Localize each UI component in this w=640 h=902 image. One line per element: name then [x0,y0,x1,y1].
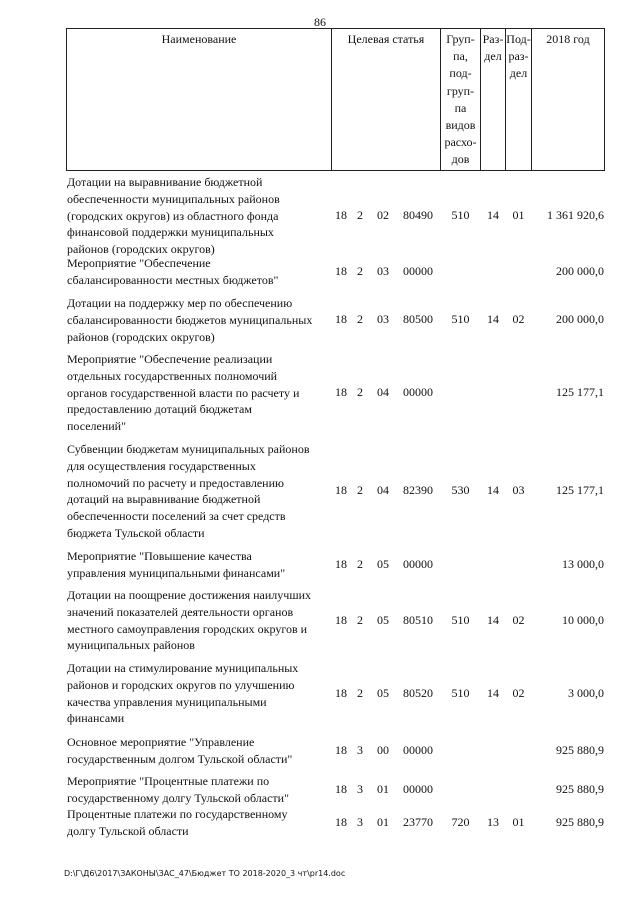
row-subsection: 03 [512,483,525,497]
row-program: 18 [335,483,347,497]
row-amount: 10 000,0 [562,613,604,627]
row-group: 510 [451,686,470,700]
row-main-event: 04 [377,483,389,497]
row-section: 14 [487,483,499,497]
row-name: Мероприятие "Повышение качества управления муниципальными финансами" [67,549,286,580]
row-group: 530 [451,483,470,497]
row-name: Мероприятие "Обеспечение реализации отдельных государственных полномочий органов государственной власти по расчету и предоставлению дотаций бюджетам поселений" [67,352,300,434]
row-main-event: 03 [377,264,389,278]
table-top-border [66,28,605,29]
row-direction: 00000 [403,557,433,571]
row-section: 14 [487,208,499,222]
table-header-bottom-border [66,170,605,171]
row-amount: 200 000,0 [556,264,604,278]
row-name: Дотации на поощрение достижения наилучших значений показателей деятельности органов местного самоуправления городских округов и муниципальных районов [67,588,311,653]
row-subprogram: 3 [357,815,363,829]
row-amount: 925 880,9 [556,782,604,796]
header-section: Раз- дел [482,32,504,64]
row-program: 18 [335,815,347,829]
row-program: 18 [335,312,347,326]
row-direction: 00000 [403,782,433,796]
row-direction: 80510 [403,613,433,627]
row-subsection: 01 [512,815,525,829]
row-amount: 200 000,0 [556,312,604,326]
row-name: Мероприятие "Процентные платежи по государственному долгу Тульской области" [67,774,289,805]
row-subprogram: 3 [357,743,363,757]
row-direction: 00000 [403,743,433,757]
row-amount: 3 000,0 [568,686,604,700]
row-group: 720 [451,815,470,829]
table-left-border [66,28,67,170]
row-subprogram: 2 [357,264,363,278]
row-program: 18 [335,264,347,278]
row-main-event: 03 [377,312,389,326]
col-divider-subsection [531,28,532,170]
header-subsection: Под- раз- дел [506,32,531,81]
row-subsection: 02 [512,312,525,326]
row-name: Процентные платежи по государственному долгу Тульской области [67,807,288,838]
row-section: 14 [487,686,499,700]
row-program: 18 [335,613,347,627]
row-subsection: 02 [512,686,525,700]
row-amount: 125 177,1 [556,483,604,497]
row-group: 510 [451,312,470,326]
row-program: 18 [335,208,347,222]
row-subprogram: 2 [357,686,363,700]
row-main-event: 02 [377,208,389,222]
row-subsection: 01 [512,208,525,222]
col-divider-name [331,28,332,170]
row-amount: 125 177,1 [556,385,604,399]
row-direction: 80490 [403,208,433,222]
row-program: 18 [335,686,347,700]
row-direction: 80520 [403,686,433,700]
row-group: 510 [451,208,470,222]
row-main-event: 05 [377,557,389,571]
row-main-event: 05 [377,686,389,700]
row-direction: 80500 [403,312,433,326]
row-direction: 82390 [403,483,433,497]
row-subprogram: 2 [357,312,363,326]
row-main-event: 04 [377,385,389,399]
row-subprogram: 2 [357,613,363,627]
row-program: 18 [335,557,347,571]
page-number: 86 [314,15,326,29]
row-main-event: 01 [377,815,389,829]
row-main-event: 00 [377,743,389,757]
row-name: Дотации на выравнивание бюджетной обеспеченности муниципальных районов (городских округов) из областного фонда финансовой поддержки муниципальных районов (городских округов) [67,175,280,257]
row-section: 13 [487,815,499,829]
row-name: Дотации на поддержку мер по обеспечению сбалансированности бюджетов муниципальных районов (городских округов) [67,296,313,344]
row-subprogram: 2 [357,483,363,497]
header-year: 2018 год [546,32,590,46]
row-section: 14 [487,613,499,627]
row-main-event: 05 [377,613,389,627]
row-amount: 925 880,9 [556,743,604,757]
header-target-article: Целевая статья [347,32,425,46]
row-direction: 00000 [403,264,433,278]
row-name: Дотации на стимулирование муниципальных районов и городских округов по улучшению качества управления муниципальными финансами [67,661,299,726]
table-right-border [604,28,605,170]
row-main-event: 01 [377,782,389,796]
row-section: 14 [487,312,499,326]
row-subsection: 02 [512,613,525,627]
header-name: Наименование [161,32,237,46]
row-amount: 1 361 920,6 [547,208,604,222]
row-group: 510 [451,613,470,627]
row-program: 18 [335,385,347,399]
row-name: Мероприятие "Обеспечение сбалансированности местных бюджетов" [67,256,279,287]
row-direction: 00000 [403,385,433,399]
row-subprogram: 2 [357,208,363,222]
row-program: 18 [335,782,347,796]
row-program: 18 [335,743,347,757]
row-name: Основное мероприятие "Управление государственным долгом Тульской области" [67,735,293,766]
row-direction: 23770 [403,815,433,829]
row-subprogram: 2 [357,385,363,399]
header-group: Груп- па, под- груп- па видов расхо- дов [444,32,477,167]
row-amount: 925 880,9 [556,815,604,829]
footer-file-path: D:\Г\Д6\2017\ЗАКОНЫ\ЗАС_47\Бюджет ТО 2018-2020_3 чт\pr14.doc [64,869,346,878]
row-amount: 13 000,0 [562,557,604,571]
row-subprogram: 3 [357,782,363,796]
row-subprogram: 2 [357,557,363,571]
row-name: Субвенции бюджетам муниципальных районов для осуществления государственных полномочий по расчету и предоставлению дотаций на выравнивание бюджетной обеспеченности поселений за счет средств бюджета Тульской области [67,442,310,540]
